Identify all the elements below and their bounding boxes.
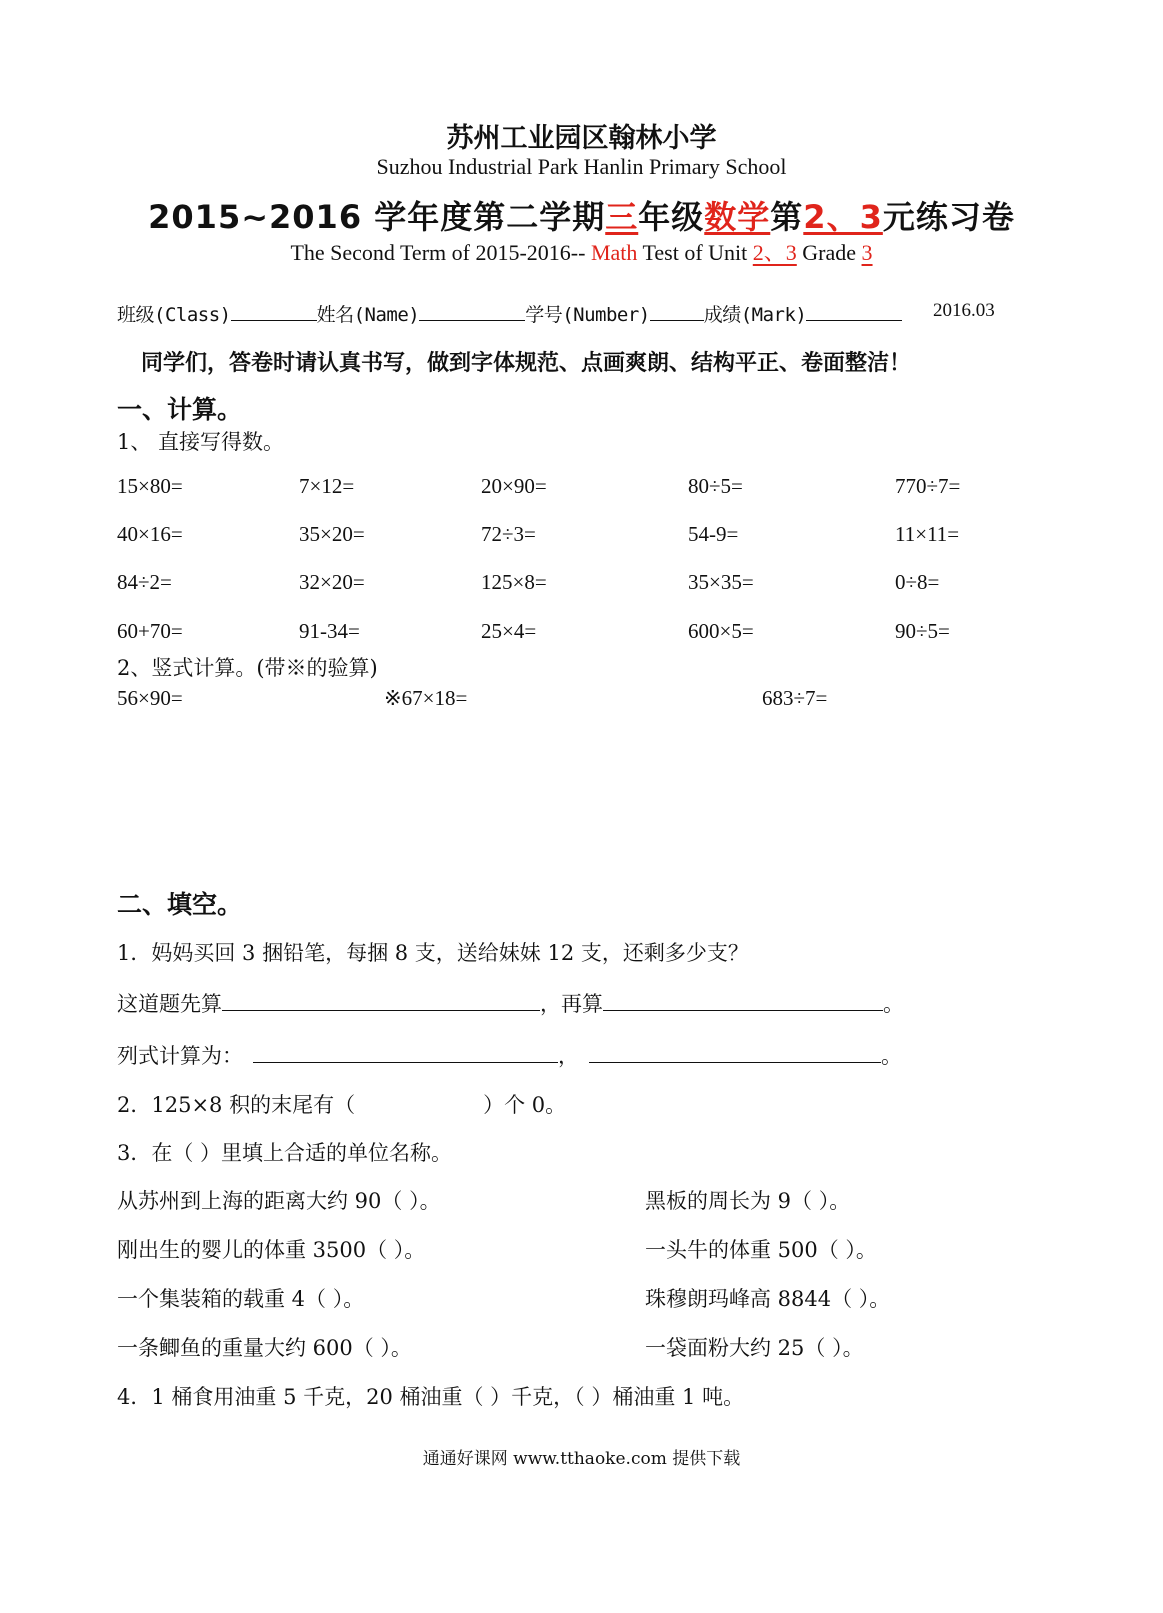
q1-line1-label-a: 这道题先算 [117,992,222,1016]
number-field[interactable] [650,302,704,321]
mark-label: 成绩(Mark) [703,304,807,326]
calc-item: 35×35= [688,570,754,594]
q1-line1 [117,988,904,1018]
en-pre: The Second Term of 2015-2016-- [290,240,591,265]
unit-item: 一头牛的体重 500（ ）。 [645,1238,877,1262]
vertical-calc-item: ※67×18= [384,686,468,710]
calc-item: 40×16= [117,522,183,546]
calc-item: 60+70= [117,619,183,643]
unit-item: 一个集装箱的载重 4（ ）。 [117,1287,365,1311]
section1-sub2: 2、竖式计算。(带※的验算) [117,656,378,680]
footer-credit: 通通好课网 www.tthaoke.com 提供下载 [422,1449,741,1469]
unit-item: 珠穆朗玛峰高 8844（ ）。 [645,1287,891,1311]
q1-line2 [117,1040,902,1070]
unit-item: 黑板的周长为 9（ ）。 [645,1189,851,1213]
en-unit: 2、3 [752,240,797,265]
name-label: 姓名(Name) [316,304,420,326]
title-grade: 三 [605,198,639,236]
q1-line2-label-b: ， [558,1044,579,1068]
calc-item: 0÷8= [895,570,940,594]
q1-line1-label-b: ，再算 [540,992,603,1016]
question-3: 3．在（ ）里填上合适的单位名称。 [117,1141,453,1165]
exam-date: 2016.03 [933,300,995,321]
en-grade: 3 [861,240,873,265]
en-subject: Math [590,240,638,265]
calc-item: 11×11= [895,522,960,546]
title-mid1: 年级 [638,198,705,236]
calc-item: 20×90= [481,474,547,498]
unit-item: 一条鲫鱼的重量大约 600（ ）。 [117,1336,412,1360]
student-info-line [117,300,902,327]
en-mid: Test of Unit [637,240,753,265]
answer-field[interactable] [253,1061,558,1063]
calc-item: 32×20= [299,570,365,594]
title-mid2: 第 [770,198,804,236]
en-grade-label: Grade [796,240,862,265]
vertical-calc-item: 683÷7= [762,686,828,710]
q2-text-a: 2．125×8 积的末尾有（ [117,1093,356,1117]
calc-item: 770÷7= [895,474,961,498]
unit-item: 从苏州到上海的距离大约 90（ ）。 [117,1189,441,1213]
calc-item: 80÷5= [688,474,743,498]
answer-field[interactable] [589,1061,881,1063]
answer-field[interactable] [603,1009,883,1011]
calc-item: 7×12= [299,474,355,498]
section2-heading: 二、填空。 [117,890,243,919]
calc-item: 90÷5= [895,619,950,643]
calc-item: 35×20= [299,522,365,546]
calc-item: 54-9= [688,522,739,546]
calc-item: 72÷3= [481,522,536,546]
calc-item: 25×4= [481,619,537,643]
calc-item: 600×5= [688,619,754,643]
name-field[interactable] [419,302,525,321]
school-name-cn: 苏州工业园区翰林小学 [446,123,717,154]
question-4: 4．1 桶食用油重 5 千克，20 桶油重（ ）千克，（ ）桶油重 1 吨。 [117,1385,745,1409]
exam-title [0,192,1163,238]
section1-sub1: 1、 直接写得数。 [117,430,285,454]
calc-item: 15×80= [117,474,183,498]
calc-item: 91-34= [299,619,360,643]
q1-line2-label-a: 列式计算为： [117,1044,243,1068]
title-subject: 数学 [704,198,771,236]
unit-item: 刚出生的婴儿的体重 3500（ ）。 [117,1238,426,1262]
q2-text-b: ）个 0。 [483,1093,567,1117]
unit-item: 一袋面粉大约 25（ ）。 [645,1336,864,1360]
calc-item: 84÷2= [117,570,172,594]
section1-heading: 一、计算。 [117,395,243,424]
school-name-en: Suzhou Industrial Park Hanlin Primary School [376,154,787,179]
class-label: 班级(Class) [117,304,231,326]
vertical-calc-item: 56×90= [117,686,183,710]
mark-field[interactable] [806,302,902,321]
class-field[interactable] [231,302,317,321]
q1-line1-end: 。 [883,992,904,1016]
title-post: 元练习卷 [882,198,1015,236]
q1-line2-end: 。 [881,1044,902,1068]
motto: 同学们，答卷时请认真书写，做到字体规范、点画爽朗、结构平正、卷面整洁！ [141,351,912,376]
question-1: 1．妈妈买回 3 捆铅笔，每捆 8 支，送给妹妹 12 支，还剩多少支？ [117,941,749,965]
answer-field[interactable] [222,1009,540,1011]
calc-item: 125×8= [481,570,547,594]
number-label: 学号(Number) [525,304,650,326]
title-unit: 2、3 [803,198,883,236]
title-pre: 2015~2016 学年度第二学期 [148,198,606,236]
exam-title-en [0,236,1163,267]
question-2 [117,1089,566,1119]
